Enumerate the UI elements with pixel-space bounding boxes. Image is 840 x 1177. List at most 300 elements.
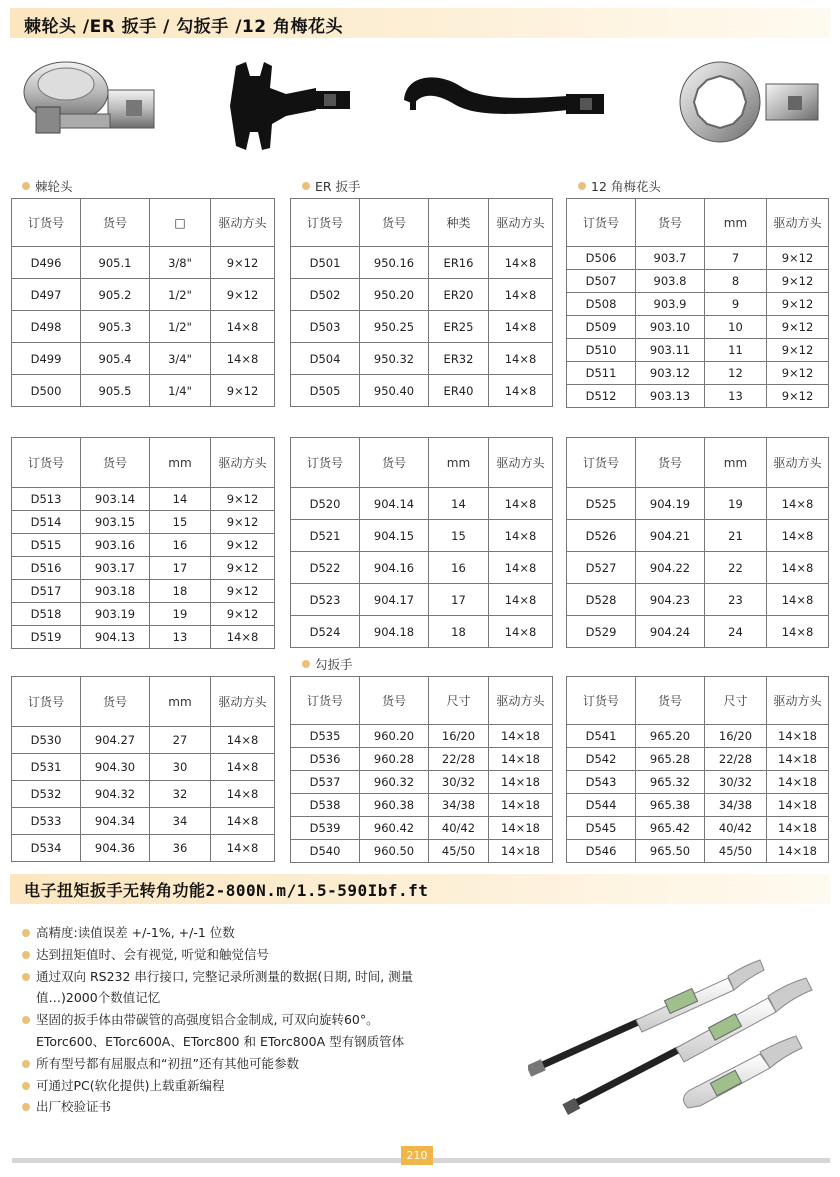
table-row [12, 311, 275, 343]
cell: 965.28 [636, 748, 705, 771]
cell: 27 [150, 727, 211, 754]
col-mm: mm [150, 677, 211, 727]
ring-head-table-5 [11, 676, 275, 862]
cell: D525 [567, 488, 636, 520]
cell: D512 [567, 385, 636, 408]
cell: 903.11 [636, 339, 705, 362]
feature-text: 出厂校验证书 [36, 1099, 112, 1115]
cell: D496 [12, 247, 81, 279]
cell: D543 [567, 771, 636, 794]
cell: 14×8 [211, 626, 275, 649]
table-row [567, 316, 829, 339]
cell: D533 [12, 808, 81, 835]
bullet-icon [22, 951, 30, 959]
cell: D523 [291, 584, 360, 616]
table-row [12, 488, 275, 511]
cell: 9×12 [211, 375, 275, 407]
bullet-icon [22, 1016, 30, 1024]
cell: 950.32 [360, 343, 429, 375]
section-label-ratchet [22, 177, 73, 195]
cell: 14×8 [489, 520, 553, 552]
col-order-no: 订货号 [12, 677, 81, 727]
cell: 36 [150, 835, 211, 862]
torque-section-title: 电子扭矩扳手无转角功能2-800N.m/1.5-590Ibf.ft [24, 881, 429, 900]
table-row [567, 725, 829, 748]
col-item-no: 货号 [636, 677, 705, 725]
col-size: 尺寸 [705, 677, 767, 725]
cell: D546 [567, 840, 636, 863]
cell: 14×18 [767, 794, 829, 817]
ring-head-table-2 [11, 437, 275, 649]
col-item-no: 货号 [360, 438, 429, 488]
cell: 22/28 [429, 748, 489, 771]
cell: 14×8 [767, 616, 829, 648]
cell: 14×18 [489, 725, 553, 748]
cell: 14×8 [489, 343, 553, 375]
cell: 18 [429, 616, 489, 648]
feature-text: 高精度:读值误差 +/-1%, +/-1 位数 [36, 925, 235, 940]
table-row [567, 247, 829, 270]
cell: 14×8 [211, 808, 275, 835]
cell: 14×8 [211, 754, 275, 781]
cell: 16 [429, 552, 489, 584]
cell: D501 [291, 247, 360, 279]
section-label-text: 12 角梅花头 [591, 179, 661, 194]
col-drive: 驱动方头 [211, 199, 275, 247]
table-row [291, 794, 553, 817]
cell: 34/38 [429, 794, 489, 817]
table-row [12, 835, 275, 862]
cell: 15 [150, 511, 211, 534]
cell: 14×18 [489, 794, 553, 817]
cell: 14×8 [211, 343, 275, 375]
cell: 960.28 [360, 748, 429, 771]
cell: 23 [705, 584, 767, 616]
cell: 904.24 [636, 616, 705, 648]
cell: 904.27 [81, 727, 150, 754]
cell: 14×8 [489, 375, 553, 407]
cell: 9×12 [767, 362, 829, 385]
cell: 9×12 [211, 511, 275, 534]
table-row [12, 626, 275, 649]
table-row [12, 343, 275, 375]
cell: 903.16 [81, 534, 150, 557]
cell: 904.36 [81, 835, 150, 862]
col-item-no: 货号 [81, 677, 150, 727]
table-row [567, 771, 829, 794]
cell: D537 [291, 771, 360, 794]
table-row [12, 247, 275, 279]
cell: 904.21 [636, 520, 705, 552]
cell: 14×18 [767, 771, 829, 794]
table-row [567, 552, 829, 584]
cell: D504 [291, 343, 360, 375]
table-row [291, 247, 553, 279]
col-order-no: 订货号 [291, 677, 360, 725]
torque-section-band [10, 874, 830, 904]
cell: 9×12 [211, 279, 275, 311]
table-row [567, 385, 829, 408]
cell: 904.22 [636, 552, 705, 584]
cell: 905.4 [81, 343, 150, 375]
col-drive: 驱动方头 [211, 677, 275, 727]
cell: 12 [705, 362, 767, 385]
cell: 904.23 [636, 584, 705, 616]
cell: 9×12 [211, 488, 275, 511]
ratchet-head-image [16, 52, 158, 138]
cell: 3/8" [150, 247, 211, 279]
cell: 965.50 [636, 840, 705, 863]
col-item-no: 货号 [360, 677, 429, 725]
cell: 14×8 [489, 616, 553, 648]
col-mm: mm [705, 199, 767, 247]
cell: 904.13 [81, 626, 150, 649]
hook-wrench-table-2 [566, 676, 829, 863]
bullet-icon [22, 1060, 30, 1068]
table-row [12, 754, 275, 781]
cell: D529 [567, 616, 636, 648]
electronic-torque-wrench-image [528, 938, 828, 1124]
cell: 14×8 [211, 311, 275, 343]
cell: 45/50 [705, 840, 767, 863]
ratchet-head-table [11, 198, 275, 407]
cell: 32 [150, 781, 211, 808]
cell: 14×18 [767, 840, 829, 863]
cell: D528 [567, 584, 636, 616]
cell: 904.15 [360, 520, 429, 552]
cell: 905.3 [81, 311, 150, 343]
cell: 1/4" [150, 375, 211, 407]
bullet-icon [302, 660, 310, 668]
cell: 904.34 [81, 808, 150, 835]
cell: 9×12 [211, 580, 275, 603]
cell: 14×18 [489, 817, 553, 840]
table-row [291, 725, 553, 748]
cell: 965.42 [636, 817, 705, 840]
hook-wrench-table-1 [290, 676, 553, 863]
table-row [567, 584, 829, 616]
cell: 14×18 [767, 725, 829, 748]
cell: D508 [567, 293, 636, 316]
table-row [567, 362, 829, 385]
cell: D507 [567, 270, 636, 293]
cell: 965.20 [636, 725, 705, 748]
cell: 16 [150, 534, 211, 557]
col-item-no: 货号 [81, 438, 150, 488]
bullet-icon [302, 182, 310, 190]
cell: 34/38 [705, 794, 767, 817]
table-row [12, 781, 275, 808]
cell: D499 [12, 343, 81, 375]
cell: 960.50 [360, 840, 429, 863]
header-band [10, 8, 830, 38]
bullet-icon [22, 182, 30, 190]
table-row [12, 279, 275, 311]
cell: 14×8 [489, 279, 553, 311]
feature-item-continued: 值…)2000个数值记忆 [36, 990, 161, 1006]
table-row [291, 552, 553, 584]
cell: 13 [705, 385, 767, 408]
col-drive: 驱动方头 [767, 199, 829, 247]
cell: 965.38 [636, 794, 705, 817]
cell: 30 [150, 754, 211, 781]
cell: D538 [291, 794, 360, 817]
table-row [291, 311, 553, 343]
cell: 960.20 [360, 725, 429, 748]
cell: 14×8 [211, 781, 275, 808]
ring-head-table-3 [290, 437, 553, 648]
col-drive: 驱动方头 [767, 438, 829, 488]
cell: 14×18 [489, 748, 553, 771]
cell: D539 [291, 817, 360, 840]
col-drive: 驱动方头 [489, 199, 553, 247]
cell: 903.19 [81, 603, 150, 626]
col-order-no: 订货号 [12, 199, 81, 247]
table-row [291, 488, 553, 520]
table-row [567, 293, 829, 316]
cell: 904.32 [81, 781, 150, 808]
cell: 9×12 [211, 603, 275, 626]
cell: 9×12 [767, 385, 829, 408]
cell: 14×18 [767, 817, 829, 840]
table-row [291, 279, 553, 311]
col-order-no: 订货号 [567, 199, 636, 247]
cell: D505 [291, 375, 360, 407]
feature-text: 所有型号都有屈服点和“初扭”还有其他可能参数 [36, 1055, 299, 1071]
cell: D509 [567, 316, 636, 339]
bullet-icon [22, 973, 30, 981]
table-row [291, 375, 553, 407]
table-row [291, 616, 553, 648]
cell: 14×8 [767, 520, 829, 552]
cell: D540 [291, 840, 360, 863]
cell: D535 [291, 725, 360, 748]
cell: 903.17 [81, 557, 150, 580]
feature-item [22, 1096, 502, 1118]
feature-item [22, 1075, 502, 1097]
col-order-no: 订货号 [291, 438, 360, 488]
cell: 14×8 [489, 584, 553, 616]
cell: 903.10 [636, 316, 705, 339]
col-order-no: 订货号 [12, 438, 81, 488]
cell: 9×12 [767, 270, 829, 293]
cell: D542 [567, 748, 636, 771]
cell: D503 [291, 311, 360, 343]
cell: 13 [150, 626, 211, 649]
cell: 14×8 [211, 835, 275, 862]
col-item-no: 货号 [360, 199, 429, 247]
cell: 16/20 [705, 725, 767, 748]
feature-list [22, 922, 502, 1118]
cell: 903.15 [81, 511, 150, 534]
cell: D500 [12, 375, 81, 407]
hook-wrench-image [398, 70, 610, 132]
cell: 30/32 [429, 771, 489, 794]
cell: D520 [291, 488, 360, 520]
feature-item [22, 966, 502, 988]
table-row [291, 771, 553, 794]
cell: D498 [12, 311, 81, 343]
cell: D530 [12, 727, 81, 754]
cell: 22 [705, 552, 767, 584]
er-wrench-table [290, 198, 553, 407]
cell: 14×18 [489, 771, 553, 794]
er-wrench-image [226, 58, 356, 154]
cell: 15 [429, 520, 489, 552]
cell: ER16 [429, 247, 489, 279]
cell: 8 [705, 270, 767, 293]
cell: D536 [291, 748, 360, 771]
col-order-no: 订货号 [567, 438, 636, 488]
cell: 903.13 [636, 385, 705, 408]
cell: 40/42 [429, 817, 489, 840]
cell: 14×18 [489, 840, 553, 863]
cell: 14 [429, 488, 489, 520]
cell: D541 [567, 725, 636, 748]
bullet-icon [22, 929, 30, 937]
feature-text: 达到扭矩值时、会有视觉, 听觉和触觉信号 [36, 946, 269, 962]
cell: D544 [567, 794, 636, 817]
cell: 14×8 [489, 247, 553, 279]
col-drive: 驱动方头 [767, 677, 829, 725]
table-row [567, 817, 829, 840]
table-row [12, 580, 275, 603]
col-type: 种类 [429, 199, 489, 247]
section-label-hook [302, 655, 353, 673]
table-row [291, 584, 553, 616]
cell: 14×8 [489, 488, 553, 520]
table-row [567, 270, 829, 293]
cell: 9×12 [211, 557, 275, 580]
table-row [12, 603, 275, 626]
cell: 45/50 [429, 840, 489, 863]
table-row [291, 840, 553, 863]
cell: ER20 [429, 279, 489, 311]
cell: 950.25 [360, 311, 429, 343]
cell: 10 [705, 316, 767, 339]
cell: 21 [705, 520, 767, 552]
cell: 11 [705, 339, 767, 362]
table-row [12, 534, 275, 557]
col-mm: mm [150, 438, 211, 488]
section-label-text: ER 扳手 [315, 179, 361, 194]
col-item-no: 货号 [81, 199, 150, 247]
cell: D534 [12, 835, 81, 862]
ring-head-table-1 [566, 198, 829, 408]
ring-head-12pt-image [676, 58, 824, 148]
cell: D514 [12, 511, 81, 534]
cell: 9×12 [211, 247, 275, 279]
cell: 14×8 [211, 727, 275, 754]
cell: D517 [12, 580, 81, 603]
feature-item [22, 944, 502, 966]
cell: 9×12 [211, 534, 275, 557]
table-row [567, 488, 829, 520]
cell: 905.1 [81, 247, 150, 279]
cell: 960.42 [360, 817, 429, 840]
feature-item-continued: ETorc600、ETorc600A、ETorc800 和 ETorc800A 型有钢质管体 [36, 1033, 405, 1049]
cell: D524 [291, 616, 360, 648]
cell: D516 [12, 557, 81, 580]
cell: D506 [567, 247, 636, 270]
section-label-text: 棘轮头 [35, 179, 73, 194]
cell: 14 [150, 488, 211, 511]
cell: D510 [567, 339, 636, 362]
cell: 950.16 [360, 247, 429, 279]
cell: 17 [429, 584, 489, 616]
cell: 950.40 [360, 375, 429, 407]
col-order-no: 订货号 [291, 199, 360, 247]
cell: 950.20 [360, 279, 429, 311]
cell: 7 [705, 247, 767, 270]
table-row [567, 520, 829, 552]
table-row [12, 808, 275, 835]
col-order-no: 订货号 [567, 677, 636, 725]
cell: 903.18 [81, 580, 150, 603]
table-row [567, 794, 829, 817]
table-row [291, 817, 553, 840]
cell: D545 [567, 817, 636, 840]
cell: D519 [12, 626, 81, 649]
cell: 17 [150, 557, 211, 580]
col-item-no: 货号 [636, 199, 705, 247]
cell: 903.7 [636, 247, 705, 270]
cell: D518 [12, 603, 81, 626]
cell: 905.2 [81, 279, 150, 311]
col-drive: 驱动方头 [211, 438, 275, 488]
page-title: 棘轮头 /ER 扳手 / 勾扳手 /12 角梅花头 [24, 17, 343, 37]
table-row [12, 511, 275, 534]
cell: 9×12 [767, 247, 829, 270]
col-drive: 驱动方头 [489, 677, 553, 725]
table-row [567, 616, 829, 648]
cell: D502 [291, 279, 360, 311]
cell: ER40 [429, 375, 489, 407]
col-mm: mm [705, 438, 767, 488]
feature-item [22, 922, 502, 944]
table-row [291, 748, 553, 771]
table-row [291, 520, 553, 552]
cell: 904.16 [360, 552, 429, 584]
section-label-er [302, 177, 361, 195]
cell: 904.19 [636, 488, 705, 520]
cell: 965.32 [636, 771, 705, 794]
table-row [12, 375, 275, 407]
cell: D527 [567, 552, 636, 584]
cell: 960.38 [360, 794, 429, 817]
cell: 14×8 [767, 552, 829, 584]
cell: D521 [291, 520, 360, 552]
cell: 19 [150, 603, 211, 626]
cell: 14×8 [489, 552, 553, 584]
cell: 903.12 [636, 362, 705, 385]
cell: 3/4" [150, 343, 211, 375]
cell: 14×8 [767, 584, 829, 616]
col-mm: mm [429, 438, 489, 488]
cell: 14×8 [767, 488, 829, 520]
page-number: 210 [401, 1146, 433, 1165]
feature-item [22, 1053, 502, 1075]
col-size: 尺寸 [429, 677, 489, 725]
cell: D526 [567, 520, 636, 552]
cell: ER25 [429, 311, 489, 343]
cell: 904.18 [360, 616, 429, 648]
cell: D497 [12, 279, 81, 311]
cell: 9×12 [767, 339, 829, 362]
cell: 14×8 [489, 311, 553, 343]
cell: 904.14 [360, 488, 429, 520]
cell: 18 [150, 580, 211, 603]
